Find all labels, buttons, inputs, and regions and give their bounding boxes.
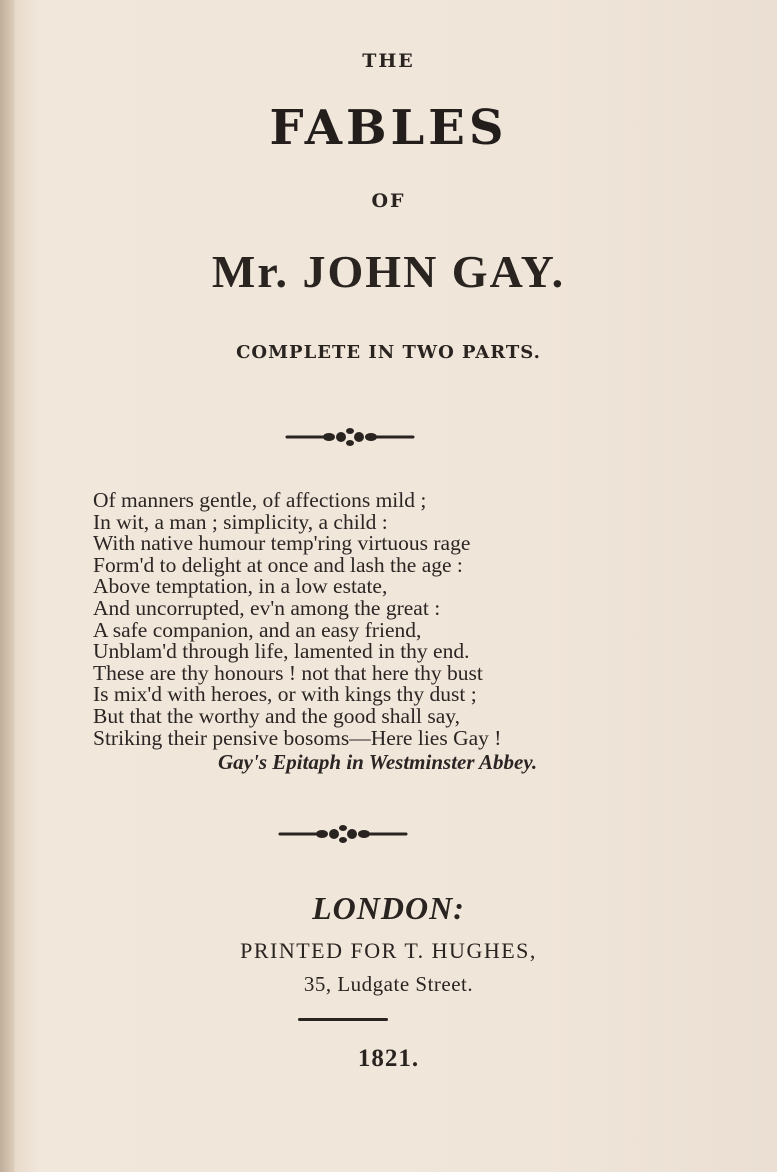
poem-line: In wit, a man ; simplicity, a child : bbox=[93, 509, 388, 534]
epitaph-attribution: Gay's Epitaph in Westminster Abbey. bbox=[218, 750, 538, 774]
title-preposition: OF bbox=[371, 190, 406, 212]
fleuron-ornament-icon bbox=[285, 425, 415, 449]
poem-line: Unblam'd through life, lamented in thy end. bbox=[93, 639, 470, 664]
poem-line: Form'd to delight at once and lash the age : bbox=[93, 552, 463, 577]
epitaph-poem bbox=[93, 490, 653, 749]
book-title: FABLES bbox=[269, 100, 508, 156]
imprint-printer: PRINTED FOR T. HUGHES, bbox=[240, 938, 537, 963]
imprint-year: 1821. bbox=[357, 1045, 420, 1072]
poem-line: Above temptation, in a low estate, bbox=[93, 574, 388, 599]
poem-line: With native humour temp'ring virtuous rage bbox=[93, 531, 471, 556]
poem-line: But that the worthy and the good shall say, bbox=[93, 703, 461, 728]
poem-line: Is mix'd with heroes, or with kings thy dust ; bbox=[93, 682, 477, 707]
divider-rule bbox=[298, 1018, 388, 1021]
author-name: Mr. JOHN GAY. bbox=[211, 246, 566, 297]
poem-line: A safe companion, and an easy friend, bbox=[93, 617, 422, 642]
fleuron-ornament-icon bbox=[278, 822, 408, 846]
poem-line: Of manners gentle, of affections mild ; bbox=[93, 488, 427, 512]
poem-line: And uncorrupted, ev'n among the great : bbox=[93, 595, 441, 620]
poem-line: These are thy honours ! not that here thy bust bbox=[93, 660, 483, 685]
poem-line: Striking their pensive bosoms—Here lies Gay ! bbox=[93, 725, 502, 750]
subtitle: COMPLETE IN TWO PARTS. bbox=[236, 342, 541, 363]
title-article: THE bbox=[362, 50, 415, 72]
imprint-address: 35, Ludgate Street. bbox=[303, 972, 474, 996]
imprint-city: LONDON: bbox=[312, 890, 465, 926]
